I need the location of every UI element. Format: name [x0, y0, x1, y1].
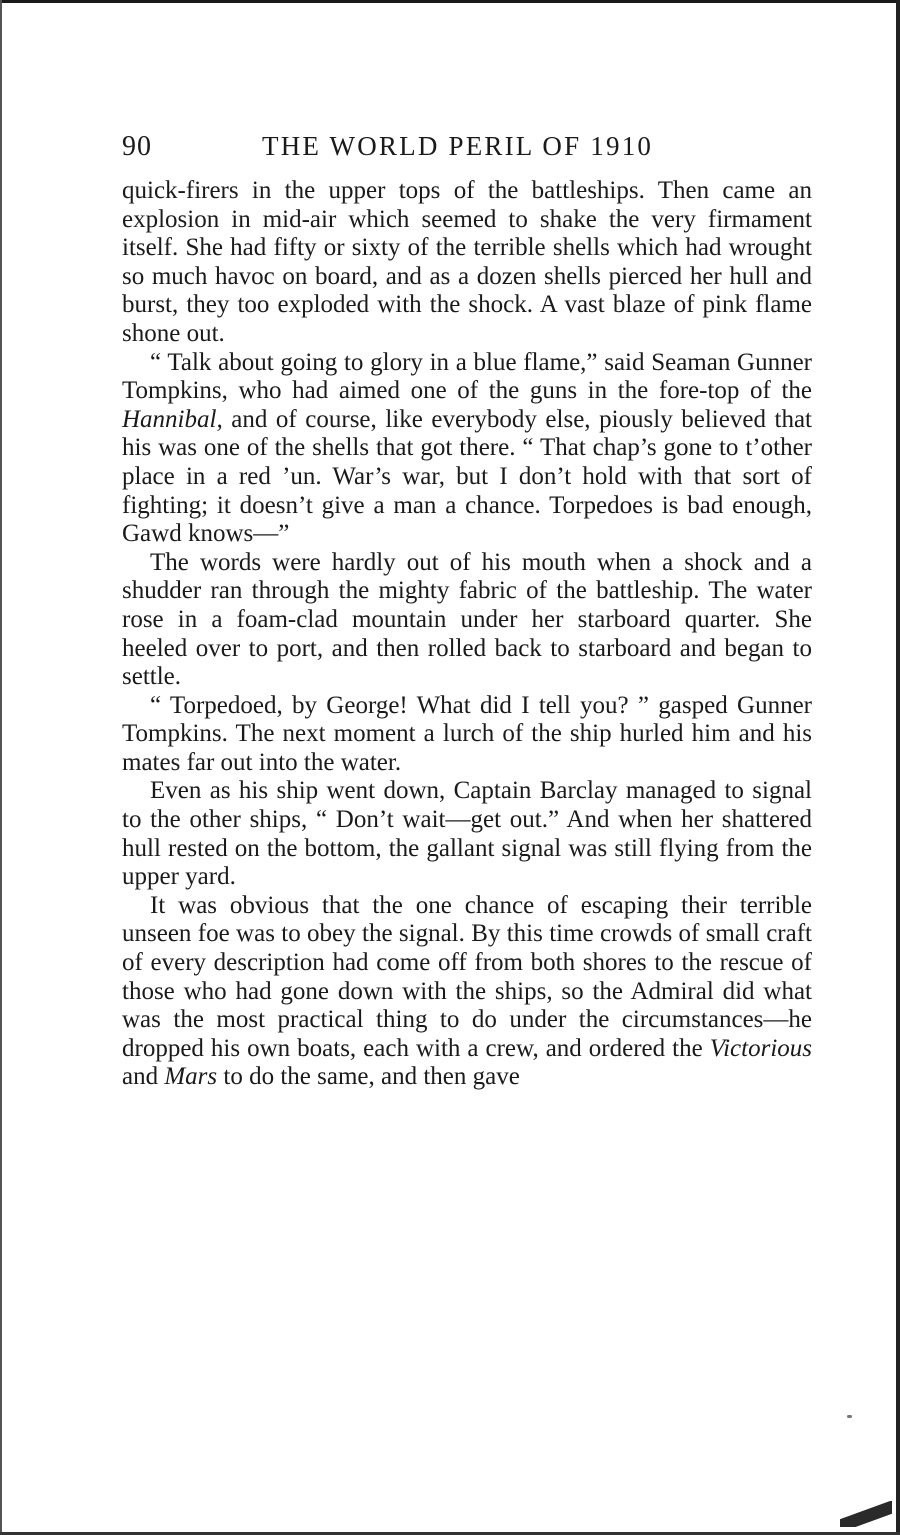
italic-ship-name: Hannibal,	[122, 405, 223, 433]
italic-ship-name: Mars	[164, 1063, 218, 1091]
running-title: THE WORLD PERIL OF 1910	[262, 131, 654, 161]
text-segment: and	[122, 1063, 165, 1091]
text-segment: The words were hardly out of his mouth when a shock and a shudder ran through the mighty fabric of the battleship. The water rose in a foam-clad mountain under her starboard quarter. She heeled over to port, and then rolled back to starboard and began to settle.	[122, 548, 812, 691]
scan-border-right	[896, 0, 900, 1535]
paragraph-3	[122, 549, 812, 692]
scan-border-left	[0, 0, 2, 1535]
text-segment: Even as his ship went down, Captain Barclay managed to signal to the other ships, “ Don’t wait—get out.” And when her shattered hull rested on the bottom, the gallant signal was still flying from the upper yard.	[122, 777, 812, 891]
paragraph-2	[122, 349, 812, 549]
text-segment: to do the same, and then gave	[217, 1063, 520, 1091]
paragraph-1	[122, 177, 812, 349]
book-page	[122, 125, 812, 1092]
paragraph-5	[122, 777, 812, 891]
text-segment: “ Talk about going to glory in a blue flame,” said Seaman Gunner Tompkins, who had aimed one of the guns in the fore-top of the	[122, 348, 812, 405]
text-segment: quick-firers in the upper tops of the battleships. Then came an explosion in mid-air which seemed to shake the very firmament itself. She had fifty or sixty of the terrible shells which had wrought so much havoc on board, and as a dozen shells pierced her hull and burst, they too exploded with the shock. A vast blaze of pink flame shone out.	[122, 177, 812, 347]
scan-border-top	[0, 0, 900, 3]
page-number: 90	[122, 131, 152, 162]
paragraph-4	[122, 692, 812, 778]
text-segment: “ Torpedoed, by George! What did I tell you? ” gasped Gunner Tompkins. The next moment a lurch of the ship hurled him and his mates far out into the water.	[122, 691, 812, 776]
text-segment: It was obvious that the one chance of escaping their terrible unseen foe was to obey the signal. By this time crowds of small craft of every description had come off from both shores to the rescue of those who had gone down with the ships, so the Admiral did what was the most practical thing to do under the circumstances—he dropped his own boats, each with a crew, and ordered the	[122, 891, 812, 1062]
italic-ship-name: Victorious	[709, 1034, 812, 1062]
page-corner-curl	[840, 1501, 892, 1527]
body-text	[122, 177, 812, 1092]
text-segment: and of course, like everybody else, piously believed that his was one of the shells that got there. “ That chap’s gone to t’other place in a red ’un. War’s war, but I don’t hold with that sort of fighting; it doesn’t give a man a chance. Torpedoes is bad enough, Gawd knows—”	[122, 405, 812, 548]
paragraph-6	[122, 892, 812, 1092]
scan-speck	[847, 1415, 852, 1418]
running-head	[122, 125, 812, 177]
